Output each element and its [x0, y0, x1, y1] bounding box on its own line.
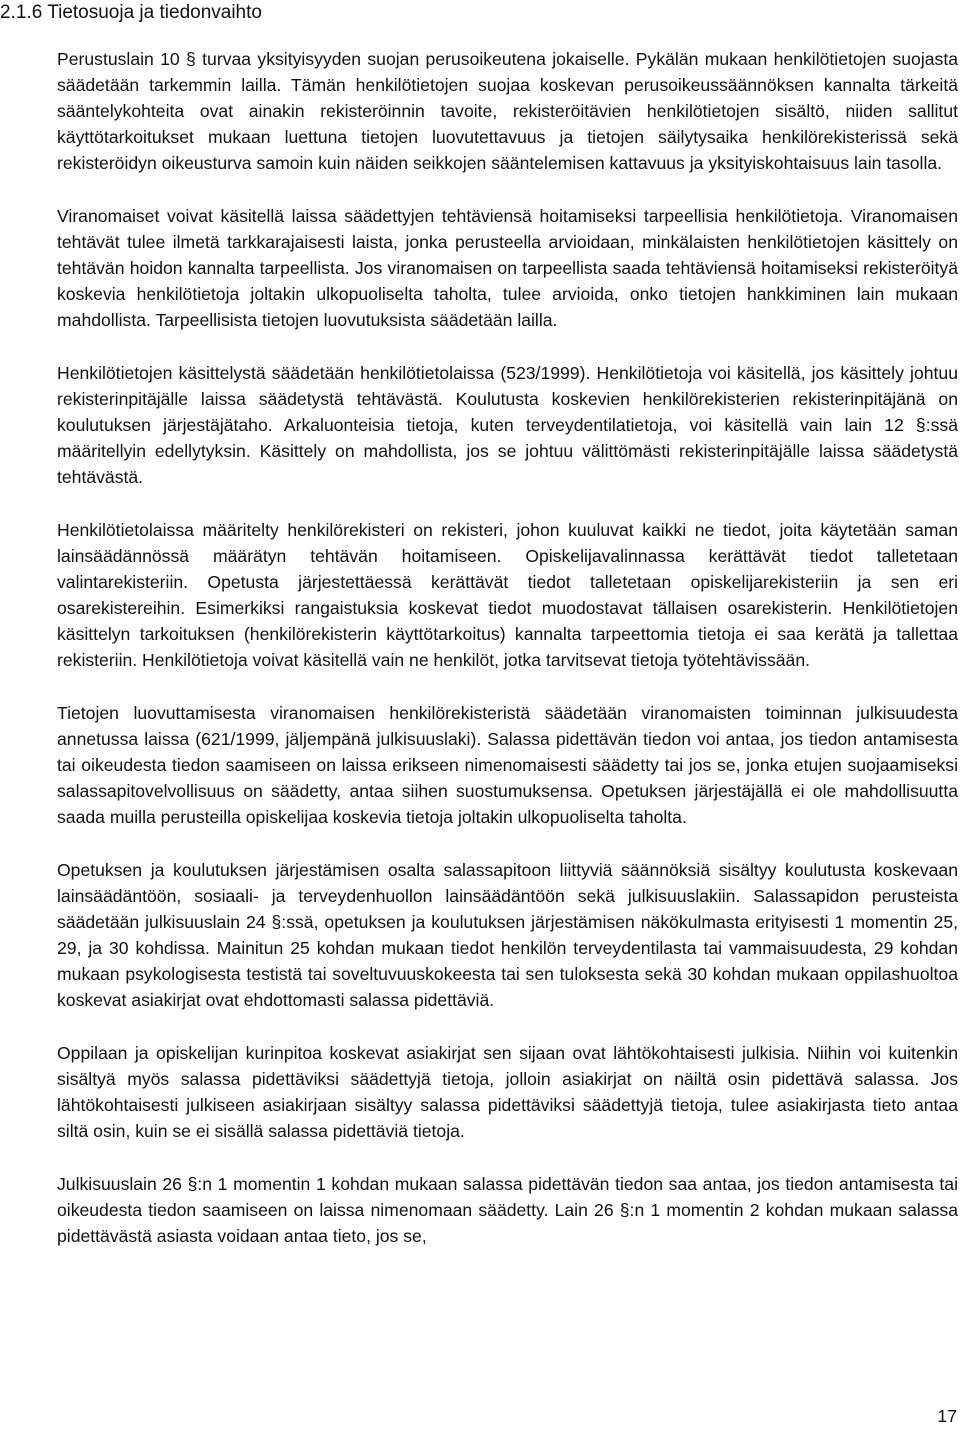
paragraph-5: Tietojen luovuttamisesta viranomaisen henkilörekisteristä säädetään viranomaisten toiminnan julkisuudesta annetussa laissa (621/1999, jäljempänä julkisuuslaki). Salassa pidettävän tiedon voi antaa, jos tiedon antamisesta tai oikeudesta tiedon saamiseen on laissa erikseen nimenomaisesti säädetty tai jos se, jonka etujen suojaamiseksi salassapitovelvollisuus on säädetty, antaa siihen suostumuksensa. Opetuksen järjestäjällä ei ole mahdollisuutta saada muilla perusteilla opiskelijaa koskevia tietoja joltakin ulkopuoliselta taholta.	[57, 703, 958, 827]
paragraph-6: Opetuksen ja koulutuksen järjestämisen osalta salassapitoon liittyviä säännöksiä sisältyy koulutusta koskevaan lainsäädäntöön, sosiaali- ja terveydenhuollon lainsäädäntöön sekä julkisuuslakiin. Salassapidon perusteista säädetään julkisuuslain 24 §:ssä, opetuksen ja koulutuksen järjestämisen näkökulmasta erityisesti 1 momentin 25, 29, ja 30 kohdissa. Mainitun 25 kohdan mukaan tiedot henkilön terveydentilasta tai vammaisuudesta, 29 kohdan mukaan psykologisesta testistä tai soveltuvuuskokeesta tai sen tuloksesta sekä 30 kohdan mukaan oppilashuoltoa koskevat asiakirjat ovat ehdottomasti salassa pidettäviä.	[57, 860, 958, 1010]
page-number: 17	[937, 1406, 957, 1426]
paragraph-4: Henkilötietolaissa määritelty henkilörekisteri on rekisteri, johon kuuluvat kaikki ne tiedot, joita käytetään saman lainsäädännössä määrätyn tehtävän hoitamiseen. Opiskelijavalinnassa kerättävät tiedot talletetaan valintarekisteriin. Opetusta järjestettäessä kerättävät tiedot talletetaan opiskelijarekisteriin ja sen eri osarekistereihin. Esimerkiksi rangaistuksia koskevat tiedot muodostavat tällaisen osarekisterin. Henkilötietojen käsittelyn tarkoituksen (henkilörekisterin käyttötarkoitus) kannalta tarpeettomia tietoja ei saa kerätä ja tallettaa rekisteriin. Henkilötietoja voivat käsitellä vain ne henkilöt, jotka tarvitsevat tietoja työtehtävissään.	[57, 520, 958, 670]
paragraph-1: Perustuslain 10 § turvaa yksityisyyden suojan perusoikeutena jokaiselle. Pykälän mukaan henkilötietojen suojasta säädetään tarkemmin lailla. Tämän henkilötietojen suojaa koskevan perusoikeussäännöksen kannalta tärkeitä sääntelykohteita ovat ainakin rekisteröinnin tavoite, rekisteröitävien henkilötietojen sisältö, niiden sallitut käyttötarkoitukset mukaan luettuna tietojen luovutettavuus ja tietojen säilytysaika henkilörekisterissä sekä rekisteröidyn oikeusturva samoin kuin näiden seikkojen sääntelemisen kattavuus ja yksityiskohtaisuus lain tasolla.	[57, 49, 958, 173]
paragraph-2: Viranomaiset voivat käsitellä laissa säädettyjen tehtäviensä hoitamiseksi tarpeellisia henkilötietoja. Viranomaisen tehtävät tulee ilmetä tarkkarajaisesti laista, jonka perusteella arvioidaan, minkälaisten henkilötietojen käsittely on tehtävän hoidon kannalta tarpeellista. Jos viranomaisen on tarpeellista saada tehtäviensä hoitamiseksi rekisteröityä koskevia henkilötietoja joltakin ulkopuoliselta taholta, tulee arvioida, onko tietojen hankkiminen lain mukaan mahdollista. Tarpeellisista tietojen luovutuksista säädetään lailla.	[57, 206, 958, 330]
paragraph-3: Henkilötietojen käsittelystä säädetään henkilötietolaissa (523/1999). Henkilötietoja voi käsitellä, jos käsittely johtuu rekisterinpitäjälle laissa säädetystä tehtävästä. Koulutusta koskevien henkilörekisterien rekisterinpitäjänä on koulutuksen järjestäjätaho. Arkaluonteisia tietoja, kuten terveydentilatietoja, voi käsitellä vain lain 12 §:ssä määritellyin edellytyksin. Käsittely on mahdollista, jos se johtuu välittömästi rekisterinpitäjälle laissa säädetystä tehtävästä.	[57, 363, 958, 487]
body-text	[57, 46, 958, 1276]
paragraph-7: Oppilaan ja opiskelijan kurinpitoa koskevat asiakirjat sen sijaan ovat lähtökohtaisesti julkisia. Niihin voi kuitenkin sisältyä myös salassa pidettäviksi säädettyjä tietoja, jolloin asiakirjat on näiltä osin pidettävä salassa. Jos lähtökohtaisesti julkiseen asiakirjaan sisältyy salassa pidettäviksi säädettyjä tietoja, tulee asiakirjasta tieto antaa siltä osin, kuin se ei sisällä salassa pidettäviä tietoja.	[57, 1043, 958, 1141]
section-heading: 2.1.6 Tietosuoja ja tiedonvaihto	[0, 2, 262, 23]
paragraph-8: Julkisuuslain 26 §:n 1 momentin 1 kohdan mukaan salassa pidettävän tiedon saa antaa, jos tiedon antamisesta tai oikeudesta tiedon saamiseen on laissa nimenomaan säädetty. Lain 26 §:n 1 momentin 2 kohdan mukaan salassa pidettävästä asiasta voidaan antaa tieto, jos se,	[57, 1174, 958, 1246]
